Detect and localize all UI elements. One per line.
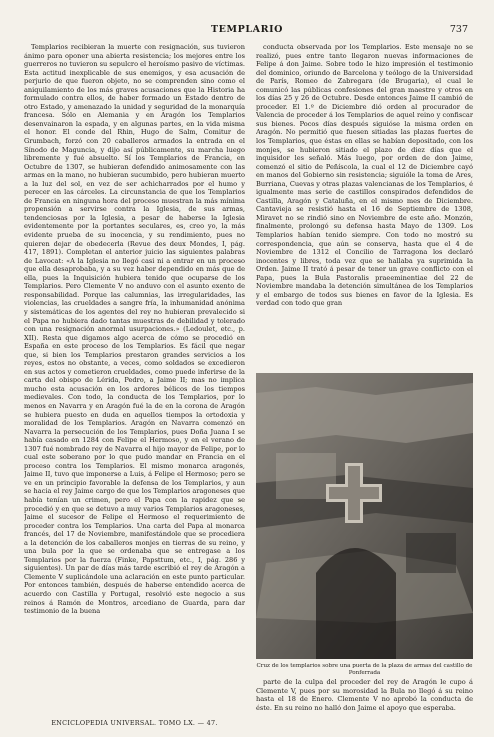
left-column-text: Templarios recibieran la muerte con resignación, sus tuvieron ánimo para oponer una abierta resistencia; los mejores entre los guerreros no tuvieron su sepulcro el heroísmo pasivo de víctimas. Esta actitud inexplicable de sus enemigos, y esa acusación de perjurio de que fueron objeto, no se comprenden sino como el aniquilamiento de los más graves acusaciones que la Historia ha formulado contra ellos, de haber formado un Estado dentro de otro Estado, y amenazado la unidad y seguridad de la monarquía francesa. Sólo en Alemania y en Aragón los Templarios desenvainaron la espada, y en algunas partes, en la vida misma el honor. El conde del Rhin, Hugo de Salm, Comitur de Grumbach, forzó con 20 caballeros armados la entrada en el Sínodo de Maguncia, y dijo así públicamente, su marcha luego libremente y fué absuelto. Sí los Templarios de Francia, en Octubre de 1307, se hubieran defendido animosamente con las armas en la mano, no hubieran sucumbido, pero hubieran muerto a la luz del sol, en vez de ser achicharrados por el humo y perecer en las cárceles. La circunstancia de que los Templarios de Francia en ninguna hora del proceso muestran la más mínima propensión a servirse contra la Iglesia, de sus armas, tendenciosas por la Iglesia, a pesar de haberse la Iglesia evidentemente por la portantes seculares, es, creo yo, la más evidente prueba de su inocencia, y su rendimiento, pues no quieren dejar de obedecerla (Revue des deux Mondes, I, pág. 417, 1891). Completan el anterior juicio las siguientes palabras de Lavocat: «A la Iglesia no llegó casi ni a entrar en un proceso que ella desaprobaba, y a su vez haber dependido en más que de ella, pues la Inquisición hubiera tenido que ocuparse de los Templarios. Pero Clemente V no anduvo con el asunto exento de responsabilidad. Porque las calumnias, las irregularidades, las violencias, las crueldades a sangre fría, la inhumanidad anónima y sistemáticas de los agentes del rey no hubieran prevalecido si el Papa no hubiera dado tantas muestras de debilidad y tolerado con una resignación anormal usurpaciones.» (Ledoulet, etc., p. XII). Resta que digamos algo acerca de cómo se procedió en España en este proceso de los Templarios. Es fácil que negar que, si bien los Templarios prestaron grandes servicios a los reyes, estos no obstante, a veces, como soldados se excedieron en sus actos y cometieron crueldades, como puede inferirse de la carta del obispo de Lérida, Pedro, a Jaime II; mas no implica mucho esta acusación en los ardores bélicos de los tiempos medievales. Con todo, la conducta de los Templarios, por lo menos en Navarra y en Aragón fué la de en la corona de Aragón se hubiera puesto en duda en aquellos tiempos la ortodoxia y moralidad de los Templarios. Aragón en Navarra comenzó en Navarra la persecución de los Templarios, pues Doña Juana I se había casado en 1284 con Felipe el Hermoso, y en el verano de 1307 fué nombrado rey de Navarra el hijo mayor de Felipe, por lo cual este soberano por lo que pudo mandar en Francia en el proceso contra los Templarios. El mismo monarca aragonés, Jaime II, tuvo que imponerse a Luis, á Felipe el Hermoso; pero se ve en un principio favorable la defensa de los Templarios, y aun se hacia el rey Jaime cargo de que los Templarios aragoneses que había tenían un crimen, pero el Papa con la rapidez que se procedió y en que se detuvo a muy varios Templarios aragoneses, Jaime el sucesor de Felipe el Hermoso el requerimiento de proceder contra los Templarios. Una carta del Papa al monarca francés, del 17 de Noviembre, manifestándole que se procediera a la detención de los caballeros monjes en tierras de su reino, y una bula por la que se ordenaba que se entregase a los Templarios por la fuerza (Finke, Papsttum, etc., I, pág. 286 y siguientes). Un par de días más tarde escribió el rey de Aragón a Clemente V suplicándole una aclaración en este punto particular. Por entonces también, después de haberse entendido acerca de acuerdo con Castilla y Portugal, resolvió este negocio a sus reinos á Ramón de Montros, arcediano de Guarda, para dar testimonio de la buena (24, 43, 245, 616)
page-footer: ENCICLOPEDIA UNIVERSAL. TOMO LX. — 47. (51, 719, 218, 727)
templar-cross-photo (256, 373, 473, 659)
header-title: TEMPLARIO (210, 24, 284, 35)
stone-wall-illustration (256, 373, 473, 659)
figure-caption: Cruz de los templarios sobre una puerta de la plaza de armas del castillo de Ponferrada (256, 663, 473, 676)
right-column-text-bottom: parte de la culpa del proceder del rey de Aragón le cupo á Clemente V, pues por su morosidad la Bula no llegó á su reino hasta el 18 de Enero. Clemente V no aprobó la conducta de éste. En su reino no halló don Jaime el apoyo que esperaba. (256, 678, 473, 712)
right-column-text-top: conducta observada por los Templarios. Este mensaje no se realizó, pues entre tanto llegaron nuevas informaciones de Felipe á don Jaime. Sobre todo le hizo impresión el testimonio del dominico, oriundo de Barcelona y teólogo de la Universidad de París, Romeo de Zabregara (de Brugaria), el cual le comunicó las públicas confesiones del gran maestre y otros en los días 25 y 26 de Octubre. Desde entonces Jaime II cambió de proceder. El 1.º de Diciembre dió orden al procurador de Valencia de proceder á los Templarios de aquel reino y confiscar sus bienes. Pocos días después siguióse la misma orden en Aragón. No permitió que fuesen sitiadas las plazas fuertes de los Templarios, que éstas en ellas se habían depositado, con los monjes, se hubieron sitiado el plazo de diez días que el inquisidor les señaló. Más luego, por orden de don Jaime, comenzó el sitio de Peñíscola, la cual el 12 de Diciembre cayó en manos del Gobierno sin resistencia; siguióle la toma de Ares, Burriana, Cuevas y otras plazas valencianas de los Templarios, é igualmente mas serie de castillos conspirados defendidos de Castilla, Aragón y Cataluña, en el mismo mes de Diciembre. Cantavieja se resistió hasta el 16 de Septiembre de 1308, Miravet no se rindió sino en Noviembre de este año. Monzón, finalmente, prolongó su defensa hasta Mayo de 1309. Los Templarios habían tenido siempre. Con todo no mostró su correspondencia, que aún se conserva, hasta que el 4 de Noviembre de 1312 el Concilio de Tarragona los declaró inocentes y libres, toda vez que se hallaba ya suprimida la Orden. Jaime II trató á pesar de tener un grave conflicto con el Papa, pues la Bula Pastoralis praeeminentiae del 22 de Noviembre mandaba la detención simultánea de los Templarios y el embargo de todos sus bienes en favor de la Iglesia. Es verdad con todo que gran (256, 43, 473, 308)
page-number: 737 (449, 24, 468, 35)
